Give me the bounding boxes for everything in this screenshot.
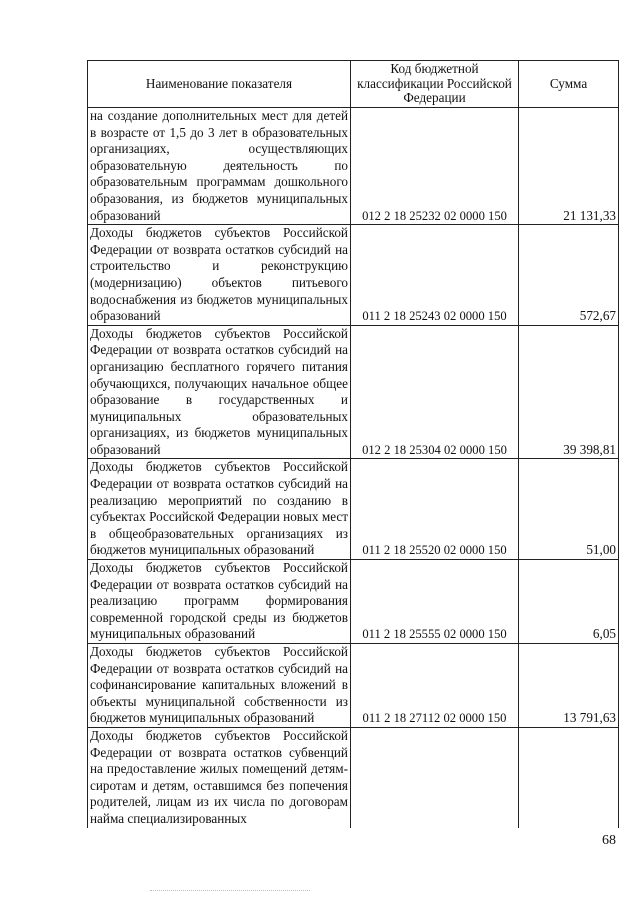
row-amount: [519, 727, 619, 827]
table-row: [88, 459, 619, 560]
row-amount: 13 791,63: [519, 644, 619, 728]
row-amount: 572,67: [519, 225, 619, 326]
row-indicator-name: Доходы бюджетов субъектов Российской Федерации от возврата остатков субсидий на организацию бесплатного горячего питания обучающихся, получающих начальное общее образование в государственных и муниципальных образовательных организациях, из бюджетов муниципальных образований: [88, 325, 351, 459]
row-budget-code: 011 2 18 27112 02 0000 150: [351, 644, 519, 728]
header-budget-code: Код бюджетной классификации Российской Федерации: [351, 61, 519, 108]
scan-artifact: [150, 890, 310, 892]
row-budget-code: 011 2 18 25555 02 0000 150: [351, 560, 519, 644]
row-indicator-name: Доходы бюджетов субъектов Российской Федерации от возврата остатков субвенций на предоставление жилых помещений детям-сиротам и детям, оставшимся без попечения родителей, лицам из их числа по договорам найма специализированных: [88, 727, 351, 827]
row-budget-code: 011 2 18 25243 02 0000 150: [351, 225, 519, 326]
row-indicator-name: Доходы бюджетов субъектов Российской Федерации от возврата остатков субсидий на софинансирование капитальных вложений в объекты муниципальной собственности из бюджетов муниципальных образований: [88, 644, 351, 728]
table-row: [88, 644, 619, 728]
header-indicator-name: Наименование показателя: [88, 61, 351, 108]
table-row: [88, 108, 619, 225]
table-header-row: [88, 61, 619, 108]
row-budget-code: [351, 727, 519, 827]
row-amount: 51,00: [519, 459, 619, 560]
page-number: 68: [602, 833, 616, 848]
row-indicator-name: Доходы бюджетов субъектов Российской Федерации от возврата остатков субсидий на реализацию программ формирования современной городской среды из бюджетов муниципальных образований: [88, 560, 351, 644]
table-row: [88, 225, 619, 326]
row-indicator-name: на создание дополнительных мест для детей в возрасте от 1,5 до 3 лет в образовательных организациях, осуществляющих образовательную деятельность по образовательным программам дошкольного образования, из бюджетов муниципальных образований: [88, 108, 351, 225]
row-amount: 39 398,81: [519, 325, 619, 459]
row-budget-code: 012 2 18 25304 02 0000 150: [351, 325, 519, 459]
row-budget-code: 012 2 18 25232 02 0000 150: [351, 108, 519, 225]
header-amount: Сумма: [519, 61, 619, 108]
row-budget-code: 011 2 18 25520 02 0000 150: [351, 459, 519, 560]
row-amount: 6,05: [519, 560, 619, 644]
table-row: [88, 727, 619, 827]
table-row: [88, 325, 619, 459]
table-row: [88, 560, 619, 644]
row-indicator-name: Доходы бюджетов субъектов Российской Федерации от возврата остатков субсидий на строительство и реконструкцию (модернизацию) объектов питьевого водоснабжения из бюджетов муниципальных образований: [88, 225, 351, 326]
budget-revenue-table: [87, 60, 619, 828]
row-indicator-name: Доходы бюджетов субъектов Российской Федерации от возврата остатков субсидий на реализацию мероприятий по созданию в субъектах Российской Федерации новых мест в общеобразовательных организациях из бюджетов муниципальных образований: [88, 459, 351, 560]
row-amount: 21 131,33: [519, 108, 619, 225]
